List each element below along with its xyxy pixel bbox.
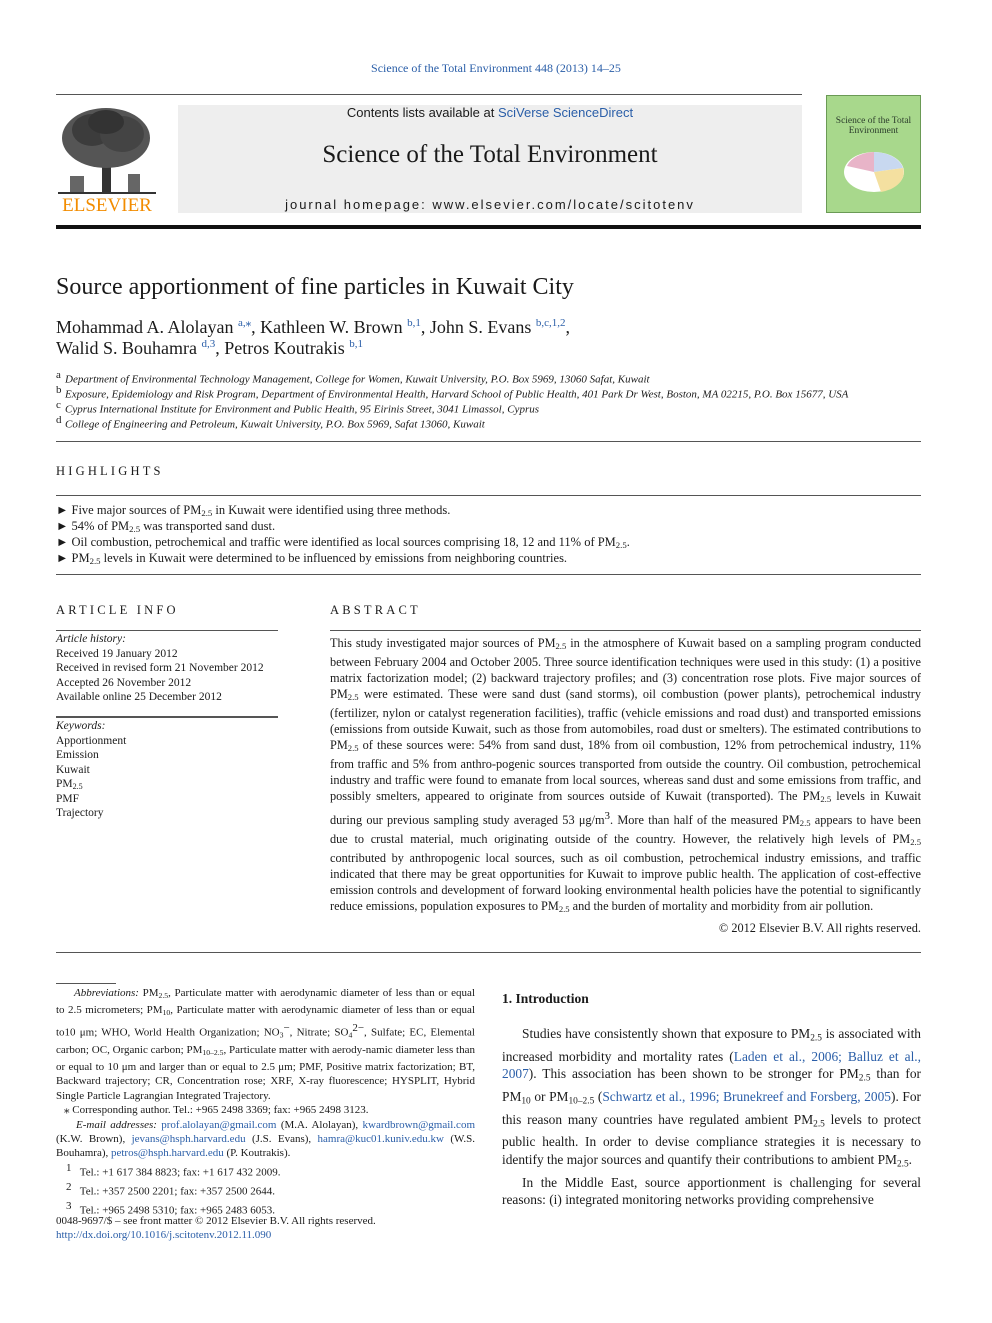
author-affiliation-link[interactable]: b,1 xyxy=(407,317,421,329)
citation-link[interactable]: Laden et al., 2006; Balluz et al., 2007 xyxy=(502,1048,921,1082)
history-item: Received 19 January 2012 xyxy=(56,648,178,660)
highlight-item: ► $PM_{2.5}$ levels in Kuwait were determined to be influenced by emissions from neighboring countries. xyxy=(56,551,568,567)
author-name: Mohammad A. Alolayan xyxy=(56,317,238,337)
history-item: Received in revised form 21 November 2012 xyxy=(56,662,264,675)
article-title: Source apportionment of fine particles in Kuwait City xyxy=(56,274,574,300)
author-name: Kathleen W. Brown xyxy=(260,317,408,337)
author-name: Walid S. Bouhamra xyxy=(56,338,202,358)
abstract-heading: ABSTRACT xyxy=(330,603,421,617)
keyword[interactable]: $PM_{2.5}$ xyxy=(56,778,83,792)
doi-link[interactable]: http://dx.doi.org/10.1016/j.scitotenv.2012.11.090 xyxy=(56,1229,272,1242)
email-link[interactable]: petros@hsph.harvard.edu xyxy=(110,1147,224,1160)
keyword[interactable]: Trajectory xyxy=(56,807,104,819)
front-matter-line: 0048-9697/$ – see front matter © 2012 Elsevier B.V. All rights reserved. xyxy=(56,1215,376,1227)
author-name: Petros Koutrakis xyxy=(224,338,350,358)
journal-citation[interactable]: Science of the Total Environment 448 (2013) 14–25 xyxy=(371,61,621,75)
author-affiliation-link[interactable]: d,3 xyxy=(201,338,216,350)
cover-graphic-icon xyxy=(841,148,907,196)
highlights-rule-bottom xyxy=(56,574,921,575)
highlights-rule-top xyxy=(56,495,921,496)
introduction-text xyxy=(502,1025,921,1208)
highlights-heading: HIGHLIGHTS xyxy=(56,464,164,478)
introduction-heading: 1. Introduction xyxy=(502,991,589,1006)
abstract-bottom-rule xyxy=(56,952,921,953)
affiliation: $^c$ Cyprus International Institute for Environment and Public Health, 95 Eirinis Street, 3041 Limassol, Cyprus xyxy=(56,399,539,416)
email-link[interactable]: hamra@kuc01.kuniv.edu.kw xyxy=(317,1133,444,1145)
contents-line: Contents lists available at SciVerse ScienceDirect xyxy=(346,105,634,120)
keyword[interactable]: PMF xyxy=(56,792,80,805)
keyword[interactable]: Kuwait xyxy=(56,763,90,776)
front-matter xyxy=(56,1214,376,1243)
article-info-rule xyxy=(56,630,278,631)
keyword[interactable]: Emission xyxy=(56,749,99,762)
email-link[interactable]: jevans@hsph.harvard.edu xyxy=(131,1133,246,1145)
abstract-text: This study investigated major sources of $PM_{2.5}$ in the atmosphere of Kuwait based on a sampling program conducted between February 2004 and October 2005. Three source identification techniques were used in this study: (1) a positive matrix factorization model; (2) backward trajectory profiles; and (3) concentration rose plots. Five major sources of $PM_{2.5}$ were estimated. These were sand dust (sand storms), oil combustion (power plants), petrochemical industry (fertilizer, nylon or catalyst regeneration facilities), traffic (vehicle emissions and road dust) and transported emissions (emissions from outside Kuwait, such as those from automobiles, road dust or smelters). The estimated contributions to $PM_{2.5}$ of these sources were: 54% from sand dust, 18% from oil combustion, 12% from petrochemical industry, 11% from traffic and 5% from anthro-pogenic sources transported from outside the country. Oil combustion, petrochemical industry and traffic were found to emanate from local sources, whereas sand dust and some emissions from traffic, and possibly smelters, appeared to originate from sources outside of Kuwait (transported). The $PM_{2.5}$ levels in Kuwait during our previous sampling study averaged 53 $\mu g/m^3$. More than half of the measured $PM_{2.5}$ appears to have been due to crustal material, much originating outside of the country. However, the relatively high levels of $PM_{2.5}$ contributed by anthropogenic local sources, such as oil combustion, petrochemical industry emissions, and traffic indicated that there may be great opportunities for Kuwait to improve public health. The application of cost-effective emission controls and development of forward looking environmental health policies have the potential to significantly reduce emissions, population exposures to $PM_{2.5}$ and the burden of mortality and morbidity from air pollution. xyxy=(330,636,921,915)
abstract-rule xyxy=(330,630,921,631)
elsevier-logo xyxy=(56,104,158,214)
sciencedirect-link[interactable]: SciVerse ScienceDirect xyxy=(497,105,634,120)
abbreviations-note: Abbreviations: $PM_{2.5}$, Particulate matter with aerodynamic diameter of less than or equal to 2.5 micrometers; $PM_{10}$, Particulate matter with aerodynamic diameter of less than or equal to10 μm; WHO, World Health Organization; $NO_3^-$, Nitrate; $SO_4^{2-}$, Sulfate; EC, Elemental carbon; OC, Organic carbon; $PM_{10-2.5}$, Particulate matter with aerody-namic diameter less than or equal to 10 μm and larger than or equal to 2.5 μm; PMF, Positive matrix factorization; BT, Backward trajectory; CR, Concentration rose; XRF, X-ray fluorescence; HYSPLIT, Hybrid Single Particle Lagrangian Integrated Trajectory. xyxy=(56,987,475,1102)
header-rule xyxy=(56,94,802,95)
corresponding-note: ⁎ Corresponding author. Tel.: +965 2498 3369; fax: +965 2498 3123. xyxy=(64,1104,369,1117)
highlight-item: ► Oil combustion, petrochemical and traffic were identified as local sources comprising 18, 12 and 11% of $PM_{2.5}$. xyxy=(56,535,630,551)
email-addresses: E-mail addresses: prof.alolayan@gmail.com (M.A. Alolayan), kwardbrown@gmail.com (K.W. Brown), jevans@hsph.harvard.edu (J.S. Evans), hamra@kuc01.kuniv.edu.kw (W.S. Bouhamra), petros@hsph.harvard.edu (P. Koutrakis). xyxy=(56,1118,475,1160)
journal-cover xyxy=(826,95,921,213)
affiliation: $^d$ College of Engineering and Petroleum, Kuwait University, P.O. Box 5969, Safat 13060, Kuwait xyxy=(56,414,485,431)
email-link[interactable]: kwardbrown@gmail.com xyxy=(362,1118,475,1131)
telephone-note: $^3$ Tel.: +965 2498 5310; fax: +965 2483 6053. xyxy=(66,1199,276,1217)
journal-homepage[interactable]: journal homepage: www.elsevier.com/locate/scitotenv xyxy=(285,197,695,212)
author-affiliation-link[interactable]: b,1 xyxy=(349,338,364,350)
telephone-note: $^2$ Tel.: +357 2500 2201; fax: +357 2500 2644. xyxy=(66,1180,276,1198)
highlight-item: ► Five major sources of $PM_{2.5}$ in Kuwait were identified using three methods. xyxy=(56,503,451,519)
footnote-rule xyxy=(56,983,116,984)
cover-title: Science of the Total Environment xyxy=(835,116,912,136)
history-item: Available online 25 December 2012 xyxy=(56,690,222,703)
email-link[interactable]: prof.alolayan@gmail.com xyxy=(161,1118,277,1131)
citation-link[interactable]: Schwartz et al., 1996; Brunekreef and Forsberg, 2005 xyxy=(602,1088,891,1104)
history-label: Article history: xyxy=(56,633,126,645)
elsevier-wordmark: ELSEVIER xyxy=(62,195,152,214)
intro-paragraph: Studies have consistently shown that exposure to $PM_{2.5}$ is associated with increased morbidity and mortality rates (Laden et al., 2006; Balluz et al., 2007). This association has been shown to be stronger for $PM_{2.5}$ than for $PM_{10}$ or $PM_{10-2.5}$ (Schwartz et al., 1996; Brunekreef and Forsberg, 2005). For this reason many countries have regulated ambient $PM_{2.5}$ levels to protect public health. In order to devise compliance strategies it is necessary to identify the major sources and quantify their contributions to ambient $PM_{2.5}$. xyxy=(502,1026,921,1170)
history-item: Accepted 26 November 2012 xyxy=(56,676,192,689)
copyright: © 2012 Elsevier B.V. All rights reserved. xyxy=(718,921,921,935)
affiliation: $^a$ Department of Environmental Technology Management, College for Women, Kuwait University, P.O. Box 5969, 13060 Safat, Kuwait xyxy=(56,369,650,386)
article-info-heading: ARTICLE INFO xyxy=(56,603,179,617)
authors-line-1: Mohammad A. Alolayan $^{a,⁎}$, Kathleen W. Brown $^{b,1}$, John S. Evans $^{b,c,1,2}$, xyxy=(56,317,571,337)
header-thick-rule xyxy=(56,225,921,229)
highlight-item: ► 54% of $PM_{2.5}$ was transported sand dust. xyxy=(56,519,276,535)
intro-paragraph: In the Middle East, source apportionment is challenging for several reasons: (i) integrated monitoring networks providing comprehensive xyxy=(502,1174,921,1207)
keywords-label: Keywords: xyxy=(56,720,106,732)
author-affiliation-link[interactable]: b,c,1,2 xyxy=(535,317,566,329)
author-affiliation-link[interactable]: a,⁎ xyxy=(237,317,252,329)
authors-line-2: Walid S. Bouhamra $^{d,3}$, Petros Koutrakis $^{b,1}$ xyxy=(56,338,364,358)
affiliation: $^b$ Exposure, Epidemiology and Risk Program, Department of Environmental Health, Harvard School of Public Health, 401 Park Dr West, Boston, MA 02215, P.O. Box 15677, USA xyxy=(56,384,849,401)
keywords-rule xyxy=(56,716,278,718)
telephone-note: $^1$ Tel.: +1 617 384 8823; fax: +1 617 432 2009. xyxy=(66,1161,281,1179)
footnotes xyxy=(56,986,475,1218)
author-name: John S. Evans xyxy=(429,317,536,337)
journal-title: Science of the Total Environment xyxy=(322,141,658,168)
keyword[interactable]: Apportionment xyxy=(56,735,127,747)
affiliations-rule xyxy=(56,441,921,442)
